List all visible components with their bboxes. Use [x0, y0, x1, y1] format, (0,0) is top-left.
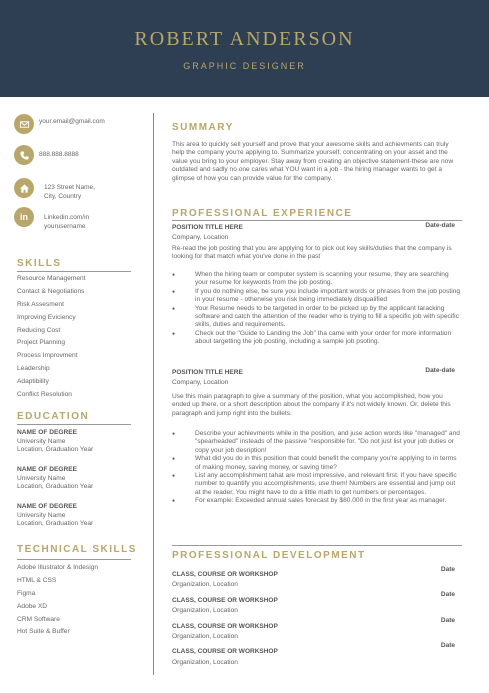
contact-address: [14, 178, 95, 201]
experience-heading: PROFESSIONAL EXPERIENCE: [172, 208, 353, 219]
degree-name: NAME OF DEGREE: [17, 429, 78, 436]
linkedin-line-1: Linkedin.com/in: [44, 214, 90, 221]
skill-item: Adaptibility: [17, 378, 49, 386]
technical-skill-item: Adobe XD: [17, 602, 48, 610]
job-description: Use this main paragraph to give a summary of the position, what you accomplished, how you ended up there, or a short description about the company if it's not widely known. Or, delete this paragraph and jump right into the bullets.: [172, 393, 451, 417]
candidate-name: ROBERT ANDERSON: [134, 28, 355, 50]
job-bullets: [172, 271, 460, 347]
bullet-item: ● If you do nothing else, be sure you include important words or phrases from the job posting in your resume - otherwise you risk being immediately disqualified: [172, 288, 460, 305]
email-text: your.email@gmail.com: [39, 118, 105, 125]
technical-skills-list: [17, 564, 98, 641]
course-title: CLASS, COURSE OR WORKSHOP: [172, 648, 278, 655]
course-organization: Organization, Location: [172, 659, 238, 666]
education-entry: [17, 466, 93, 492]
course-organization: Organization, Location: [172, 581, 238, 588]
development-rule: [172, 545, 462, 546]
education-entry: [17, 429, 93, 455]
bullet-item: ● What did you do in this position that could benefit the company you're applying to in terms of making money, saving money, or saving time?: [172, 455, 460, 472]
summary-heading: SUMMARY: [172, 122, 234, 133]
education-rule: [17, 424, 131, 425]
university-name: University Name: [17, 474, 66, 482]
column-divider: [153, 113, 154, 675]
course-organization: Organization, Location: [172, 633, 238, 640]
skill-item: Risk Assesment: [17, 300, 64, 308]
course-date: Date: [440, 566, 455, 573]
bullet-item: ● List any accomplishment tahat are most impressive, and relevant first. If you have specific number to quantify you accomplishments, use them! Numbers are essential and jump out at the reader. You might have to do a little math to get numbers or percentages.: [172, 472, 460, 497]
course-title: CLASS, COURSE OR WORKSHOP: [172, 597, 278, 604]
contact-linkedin: [14, 207, 89, 231]
degree-name: NAME OF DEGREE: [17, 503, 78, 510]
job-company: Company, Location: [172, 379, 229, 386]
education-location: Location, Graduation Year: [17, 446, 94, 453]
resume-header: [0, 0, 489, 97]
skills-list: [17, 275, 86, 404]
phone-text: 888.888.8888: [39, 151, 79, 158]
job-date: Date-date: [425, 222, 455, 229]
course-organization: Organization, Location: [172, 607, 238, 614]
linkedin-line-2: yourusername: [44, 223, 86, 230]
job-date: Date-date: [425, 367, 455, 374]
technical-skill-item: CRM Software: [17, 615, 60, 623]
phone-icon: [14, 145, 34, 165]
university-name: University Name: [17, 437, 66, 445]
bullet-item: ● Your Resume needs to be targeted in order to be picked up by the applicant taracking software and catch the attention of the reader who is trying to fill a specific job with specific skills, duties and requirements.: [172, 305, 460, 330]
skill-item: Contact & Negotiations: [17, 287, 85, 295]
address-text: [44, 178, 95, 201]
skill-item: Reducing Cost: [17, 326, 61, 334]
home-icon: [14, 178, 34, 198]
job-title: POSITION TITLE HERE: [172, 224, 243, 231]
bullet-item: ● Describe your achievments while in the position, and juse action words like "managed" and "spearheaded" insteads of the passive "responsible for. "Do not just list your job duties or copy your job desription!: [172, 430, 460, 455]
address-line-2: City, Country: [44, 193, 82, 200]
bullet-item: ● For example: Exceeded annual sales forecast by $80.000 in the first year as manager.: [172, 497, 460, 505]
address-line-1: 123 Street Name,: [44, 184, 95, 191]
experience-rule: [172, 220, 462, 221]
candidate-title: GRAPHIC DESIGNER: [183, 61, 306, 71]
course-title: CLASS, COURSE OR WORKSHOP: [172, 623, 278, 630]
technical-skill-item: Figma: [17, 589, 36, 597]
summary-text: This area to quickly sell yourself and prove that your awesome skills and achievments can truly help the company you're applying to. Summarize yourself, concentrating on your asset and the value you bring to your employer. Stay away from creating an objective statement-these are now outdated and sadly no one cares what YOU want in a job - the hiring manager wants to get a glimpse of how you can provide value for the company.: [172, 141, 454, 182]
skills-heading: SKILLS: [17, 258, 62, 269]
job-bullets: [172, 430, 460, 506]
skill-item: Improving Eviciency: [17, 313, 76, 321]
contact-phone: [14, 145, 79, 165]
skill-item: Conflict Resolution: [17, 391, 72, 399]
linkedin-text: [44, 207, 89, 231]
bullet-item: ● Check out the "Guide to Landing the Job" tha came with your order for more information about targetting the job posting, including a sample job psoting.: [172, 330, 460, 347]
linkedin-icon: in: [14, 207, 34, 227]
education-location: Location, Graduation Year: [17, 483, 94, 490]
contact-email: [14, 114, 105, 134]
bullet-item: ● When the hiring team or computer system is scanning your resume, they are searching your resume for keywords from the job posting.: [172, 271, 460, 288]
education-location: Location, Graduation Year: [17, 520, 94, 527]
course-date: Date: [440, 591, 455, 598]
development-heading: PROFESSIONAL DEVELOPMENT: [172, 550, 366, 561]
technical-skills-heading: TECHNICAL SKILLS: [17, 544, 137, 555]
job-title: POSITION TITLE HERE: [172, 369, 243, 376]
envelope-icon: [14, 114, 34, 134]
education-heading: EDUCATION: [17, 411, 90, 422]
skill-item: Resource Management: [17, 275, 86, 282]
job-company: Company, Location: [172, 234, 229, 241]
skill-item: Project Planning: [17, 339, 66, 347]
course-date: Date: [440, 617, 455, 624]
technical-skill-item: Hot Suite & Buffer: [17, 628, 70, 636]
university-name: University Name: [17, 511, 66, 519]
course-date: Date: [440, 642, 455, 649]
skill-item: Leadership: [17, 365, 50, 373]
course-title: CLASS, COURSE OR WORKSHOP: [172, 571, 278, 578]
skill-item: Process Improvment: [17, 352, 78, 360]
degree-name: NAME OF DEGREE: [17, 466, 78, 473]
skills-rule: [17, 271, 131, 272]
technical-skills-rule: [17, 559, 131, 560]
job-description: Re-read the job posting that you are applying for to pick out key skills/duties that the company is looking for that match what you've done in the past: [172, 245, 452, 261]
technical-skill-item: HTML & CSS: [17, 576, 57, 584]
education-entry: [17, 503, 93, 529]
technical-skill-item: Adobe Illustrator & Indesign: [17, 564, 99, 571]
